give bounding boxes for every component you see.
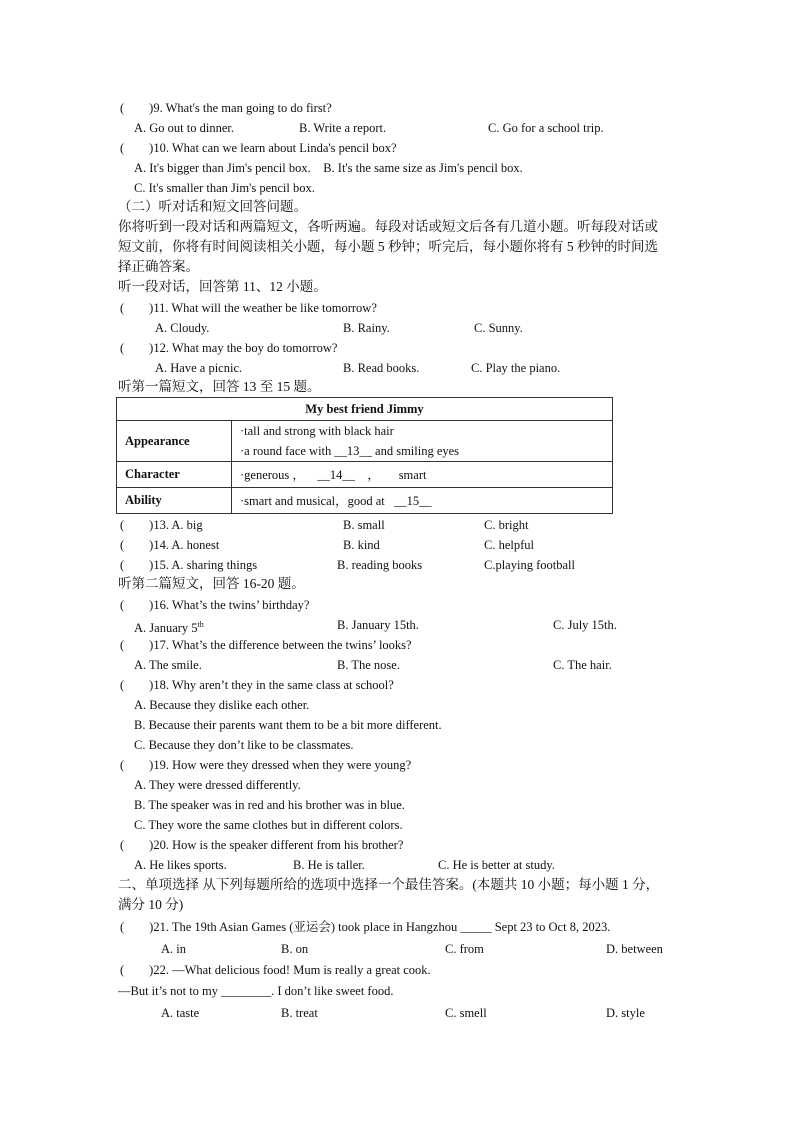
option-a-text: A. January 5 [134,621,198,636]
character-smart: smart [398,467,427,482]
question-14-option-c[interactable]: C. helpful [484,538,534,552]
question-20-stem: ( )20. How is the speaker different from his brother? [120,838,404,852]
appearance-cell [232,421,613,462]
question-11-option-a[interactable]: A. Cloudy. [155,321,210,335]
question-15-option-c[interactable]: C.playing football [484,558,575,572]
question-17-option-a[interactable]: A. The smile. [134,658,202,672]
ability-text: ·smart and musical，good at [240,493,388,508]
question-12-option-a[interactable]: A. Have a picnic. [155,361,243,375]
question-12-stem: ( )12. What may the boy do tomorrow? [120,341,338,355]
question-20-option-a[interactable]: A. He likes sports. [134,858,227,872]
section-2-instructions-line2: 短文前，你将有时间阅读相关小题，每小题 5 秒钟；听完后，每小题你将有 5 秒钟的时间选 [118,239,658,254]
question-13-stem: ( )13. A. big [120,518,203,532]
question-14-stem: ( )14. A. honest [120,538,220,552]
appearance-text-end: and smiling eyes [371,444,460,458]
question-9-option-c[interactable]: C. Go for a school trip. [488,121,604,135]
question-21-option-b[interactable]: B. on [281,942,309,956]
question-21-option-c[interactable]: C. from [445,942,484,956]
dialog-heading: 听一段对话，回答第 11、12 小题。 [118,279,327,294]
question-11-stem: ( )11. What will the weather be like tomorrow? [120,301,377,315]
question-9-option-a[interactable]: A. Go out to dinner. [134,121,234,135]
question-22-option-b[interactable]: B. treat [281,1006,318,1020]
question-10-option-c[interactable]: C. It's smaller than Jim's pencil box. [134,181,315,195]
question-22-option-a[interactable]: A. taste [161,1006,200,1020]
question-22-stem-line2: —But it’s not to my ________. I don’t like sweet food. [118,984,394,998]
question-15-stem: ( )15. A. sharing things [120,558,258,572]
question-13-option-b[interactable]: B. small [343,518,385,532]
table-title: My best friend Jimmy [117,398,613,421]
appearance-line1: ·tall and strong with black hair [240,424,394,438]
ability-cell [232,488,613,514]
question-15-option-b[interactable]: B. reading books [337,558,423,572]
question-9-option-b[interactable]: B. Write a report. [299,121,387,135]
question-21-stem: ( )21. The 19th Asian Games (亚运会) took place in Hangzhou _____ Sept 23 to Oct 8, 2023. [120,920,611,934]
question-18-stem: ( )18. Why aren’t they in the same class at school? [120,678,394,692]
label-ability: Ability [117,488,232,514]
part-2-heading-line1: 二、单项选择 从下列每题所给的选项中选择一个最佳答案。(本题共 10 小题；每小题 1 分， [118,877,660,892]
question-21-option-d[interactable]: D. between [606,942,663,956]
question-17-option-b[interactable]: B. The nose. [337,658,400,672]
question-9-stem: ( )9. What's the man going to do first? [120,101,332,115]
question-22-option-d[interactable]: D. style [606,1006,645,1020]
question-22-option-c[interactable]: C. smell [445,1006,487,1020]
question-16-option-c[interactable]: C. July 15th. [553,618,617,632]
section-2-title: （二）听对话和短文回答问题。 [118,199,307,214]
blank-15[interactable]: __15__ [394,493,432,508]
section-2-instructions-line3: 择正确答案。 [118,259,199,274]
section-2-instructions-line1: 你将听到一段对话和两篇短文，各听两遍。每段对话或短文后各有几道小题。听每段对话或 [118,219,658,234]
question-22-stem: ( )22. —What delicious food! Mum is really a great cook. [120,963,431,977]
question-18-option-a[interactable]: A. Because they dislike each other. [134,698,310,712]
label-appearance: Appearance [117,421,232,462]
passage-1-heading: 听第一篇短文，回答 13 至 15 题。 [118,379,321,394]
character-cell [232,462,613,488]
appearance-line2 [240,441,604,461]
label-character: Character [117,462,232,488]
question-19-stem: ( )19. How were they dressed when they were young? [120,758,412,772]
question-12-option-c[interactable]: C. Play the piano. [471,361,561,375]
question-19-option-b[interactable]: B. The speaker was in red and his brother was in blue. [134,798,405,812]
question-17-option-c[interactable]: C. The hair. [553,658,612,672]
question-12-option-b[interactable]: B. Read books. [343,361,420,375]
option-a-superscript: th [197,620,204,629]
appearance-text: ·a round face with [240,444,335,458]
question-16-stem: ( )16. What’s the twins’ birthday? [120,598,310,612]
question-21-option-a[interactable]: A. in [161,942,186,956]
part-2-heading-line2: 满分 10 分) [118,897,184,912]
blank-14[interactable]: __14__ [317,467,355,482]
passage-2-heading: 听第二篇短文，回答 16-20 题。 [118,576,305,591]
question-20-option-c[interactable]: C. He is better at study. [438,858,555,872]
question-10-options-ab[interactable]: A. It's bigger than Jim's pencil box. B. It's the same size as Jim's pencil box. [134,161,523,175]
question-18-option-c[interactable]: C. Because they don’t like to be classmates. [134,738,354,752]
question-11-option-c[interactable]: C. Sunny. [474,321,523,335]
blank-13[interactable]: __13__ [334,444,372,458]
question-19-option-a[interactable]: A. They were dressed differently. [134,778,301,792]
question-20-option-b[interactable]: B. He is taller. [293,858,365,872]
question-18-option-b[interactable]: B. Because their parents want them to be a bit more different. [134,718,442,732]
question-16-option-a[interactable] [134,617,204,636]
character-text: ·generous ， [240,467,305,482]
question-16-option-b[interactable]: B. January 15th. [337,618,419,632]
question-17-stem: ( )17. What’s the difference between the twins’ looks? [120,638,412,652]
jimmy-table [116,397,613,514]
character-comma: ， [367,467,380,482]
question-11-option-b[interactable]: B. Rainy. [343,321,390,335]
question-10-stem: ( )10. What can we learn about Linda's pencil box? [120,141,397,155]
question-14-option-b[interactable]: B. kind [343,538,380,552]
question-19-option-c[interactable]: C. They wore the same clothes but in different colors. [134,818,403,832]
question-13-option-c[interactable]: C. bright [484,518,529,532]
